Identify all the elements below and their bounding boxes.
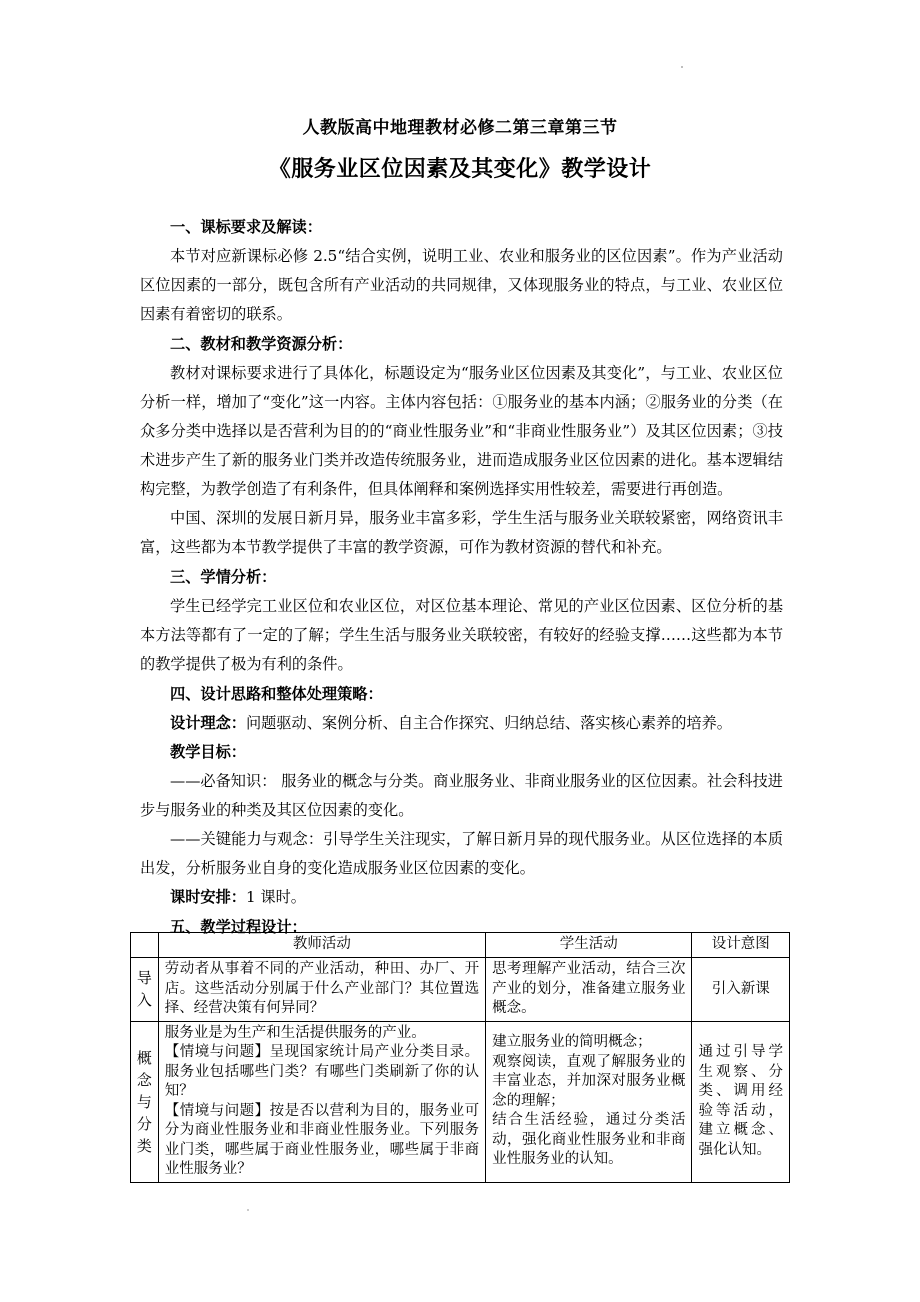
class-hours — [140, 883, 783, 912]
teacher-activity-cell — [158, 1021, 485, 1182]
teacher-line: 【情境与问题】呈现国家统计局产业分类目录。服务业包括哪些门类？有哪些门类刷新了你的认知？ — [164, 1044, 480, 1099]
stage-cell: 概念与分类 — [131, 1021, 159, 1182]
section-heading-2: 二、教材和教学资源分析： — [170, 335, 353, 353]
design-idea-text: 问题驱动、案例分析、自主合作探究、归纳总结、落实核心素养的培养。 — [245, 714, 732, 732]
section-1-paragraph: 本节对应新课标必修 2.5“结合实例，说明工业、农业和服务业的区位因素”。作为产业活动区位因素的一部分，既包含所有产业活动的共同规律，又体现服务业的特点，与工业、农业区位因素有着密切的联系。 — [140, 247, 783, 323]
document-title: 《服务业区位因素及其变化》教学设计 — [268, 156, 652, 182]
student-line: 建立服务业的简明概念； — [492, 1034, 652, 1051]
teacher-line: 服务业是为生产和生活提供服务的产业。 — [164, 1024, 426, 1041]
student-activity-cell: 思考理解产业活动，结合三次产业的划分，准备建立服务业概念。 — [486, 958, 692, 1022]
class-hours-text: 1 课时。 — [245, 888, 306, 906]
design-idea — [140, 709, 783, 738]
teaching-goal-2: ——关键能力与观念：引导学生关注现实，了解日新月异的现代服务业。从区位选择的本质出发，分析服务业自身的变化造成服务业区位因素的变化。 — [140, 830, 783, 877]
header-stage — [131, 933, 159, 958]
header-student-activity: 学生活动 — [486, 933, 692, 958]
student-line: 观察阅读，直观了解服务业的丰富业态，并加深对服务业概念的理解； — [492, 1053, 686, 1109]
design-idea-label: 设计理念： — [170, 714, 246, 732]
teaching-process-table — [130, 932, 790, 1183]
teaching-goal-label: 教学目标： — [170, 743, 246, 761]
section-heading-1: 一、课标要求及解读： — [170, 218, 322, 236]
header-teacher-activity: 教师活动 — [158, 933, 485, 958]
document-subtitle: 人教版高中地理教材必修二第三章第三节 — [302, 118, 618, 138]
section-2-paragraph-1: 教材对课标要求进行了具体化，标题设定为“服务业区位因素及其变化”，与工业、农业区位分析一样，增加了“变化”这一内容。主体内容包括：①服务业的基本内涵；②服务业的分类（在众多分类中选择以是否营利为目的的“商业性服务业”和“非商业性服务业”）及其区位因素；③技术进步产生了新的服务业门类并改造传统服务业，进而造成服务业区位因素的进化。基本逻辑结构完整，为教学创造了有利条件，但具体阐释和案例选择实用性较差，需要进行再创造。 — [140, 364, 783, 498]
section-heading-3: 三、学情分析： — [170, 568, 277, 586]
body-content — [140, 212, 783, 942]
student-activity-cell — [486, 1021, 692, 1182]
section-3-paragraph: 学生已经学完工业区位和农业区位，对区位基本理论、常见的产业区位因素、区位分析的基本方法等都有了一定的了解；学生生活与服务业关联较密，有较好的经验支撑……这些都为本节的教学提供了极为有利的条件。 — [140, 597, 783, 673]
design-intent-cell: 通过引导学生观察、分类、调用经验等活动，建立概念、强化认知。 — [692, 1021, 790, 1182]
teacher-line: 【情境与问题】按是否以营利为目的，服务业可分为商业性服务业和非商业性服务业。下列服务业门类，哪些属于商业性服务业，哪些属于非商业性服务业？ — [164, 1102, 480, 1177]
scan-dot — [247, 1209, 249, 1211]
stage-cell: 导入 — [131, 958, 159, 1022]
table-row — [131, 1021, 790, 1182]
scan-dot — [681, 66, 683, 68]
class-hours-label: 课时安排： — [170, 888, 246, 906]
teaching-goal-1: ——必备知识： 服务业的概念与分类。商业服务业、非商业服务业的区位因素。社会科技进步与服务业的种类及其区位因素的变化。 — [140, 772, 783, 819]
design-intent-cell: 引入新课 — [692, 958, 790, 1022]
table-header-row — [131, 933, 790, 958]
section-heading-4: 四、设计思路和整体处理策略： — [170, 685, 383, 703]
table-row — [131, 958, 790, 1022]
student-line: 结合生活经验，通过分类活动，强化商业性服务业和非商业性服务业的认知。 — [492, 1112, 686, 1168]
header-design-intent: 设计意图 — [692, 933, 790, 958]
section-heading-5: 五、教学过程设计： — [170, 918, 307, 936]
section-2-paragraph-2: 中国、深圳的发展日新月异，服务业丰富多彩，学生生活与服务业关联较紧密，网络资讯丰富，这些都为本节教学提供了丰富的教学资源，可作为教材资源的替代和补充。 — [140, 509, 783, 556]
teacher-activity-cell: 劳动者从事着不同的产业活动，种田、办厂、开店。这些活动分别属于什么产业部门？其位置选择、经营决策有何异同？ — [158, 958, 485, 1022]
